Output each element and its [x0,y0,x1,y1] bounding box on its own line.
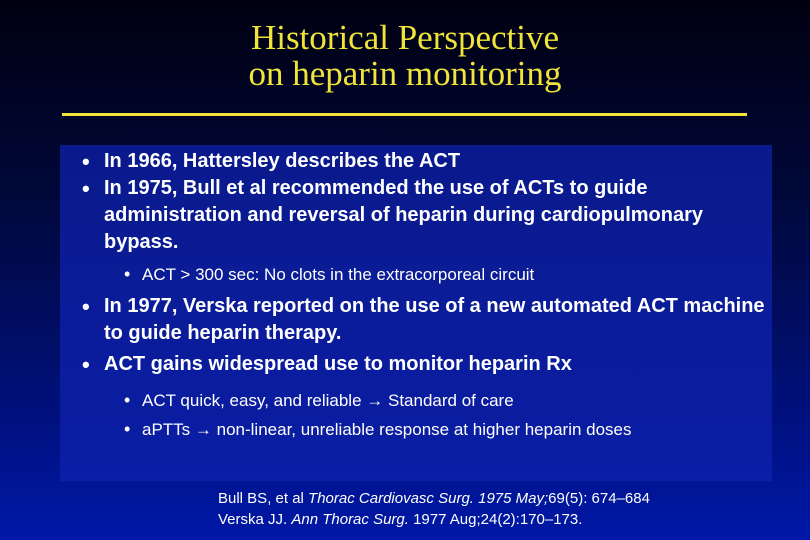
sub-bullet-aptts [80,415,780,444]
bullet-dot-icon: • [124,264,131,284]
references [218,488,650,530]
reference-2 [218,509,650,530]
sub-bullet-act-300 [80,260,780,289]
reference-journal: Ann Thorac Surg. [291,511,409,528]
bullet-1977 [80,293,780,347]
bullet-list [80,148,780,444]
bullet-act-widespread [80,351,780,378]
sub-bullet-text: ACT quick, easy, and reliable → Standard of care [142,391,514,410]
title-line-2: on heparin monitoring [248,54,562,93]
reference-citation: 1977 Aug;24(2):170–173. [408,511,583,528]
bullet-dot-icon: • [82,149,90,174]
bullet-dot-icon: • [82,352,90,377]
bullet-text: ACT gains widespread use to monitor heparin Rx [104,353,572,375]
bullet-dot-icon: • [82,294,90,319]
bullet-dot-icon: • [124,390,131,410]
bullet-dot-icon: • [124,419,131,439]
sub-bullet-text: ACT > 300 sec: No clots in the extracorporeal circuit [142,265,535,284]
title-line-1: Historical Perspective [250,18,560,57]
bullet-text: In 1975, Bull et al recommended the use of ACTs to guide administration and reversal of heparin during cardiopulmonary bypass. [104,177,704,253]
reference-authors: Bull BS, et al [218,490,309,507]
bullet-text: In 1966, Hattersley describes the ACT [104,150,461,172]
slide-title [0,20,810,92]
bullet-1975 [80,175,780,256]
reference-journal: Thorac Cardiovasc Surg. 1975 May; [308,490,549,507]
sub-bullet-act-quick [80,386,780,415]
reference-authors: Verska JJ. [218,511,292,528]
reference-citation: 69(5): 674–684 [548,490,650,507]
bullet-dot-icon: • [82,176,90,201]
title-divider [62,113,747,116]
bullet-text: In 1977, Verska reported on the use of a new automated ACT machine to guide heparin therapy. [104,295,765,344]
reference-1 [218,488,650,509]
bullet-1966 [80,148,780,175]
sub-bullet-text: aPTTs → non-linear, unreliable response at higher heparin doses [142,420,632,439]
